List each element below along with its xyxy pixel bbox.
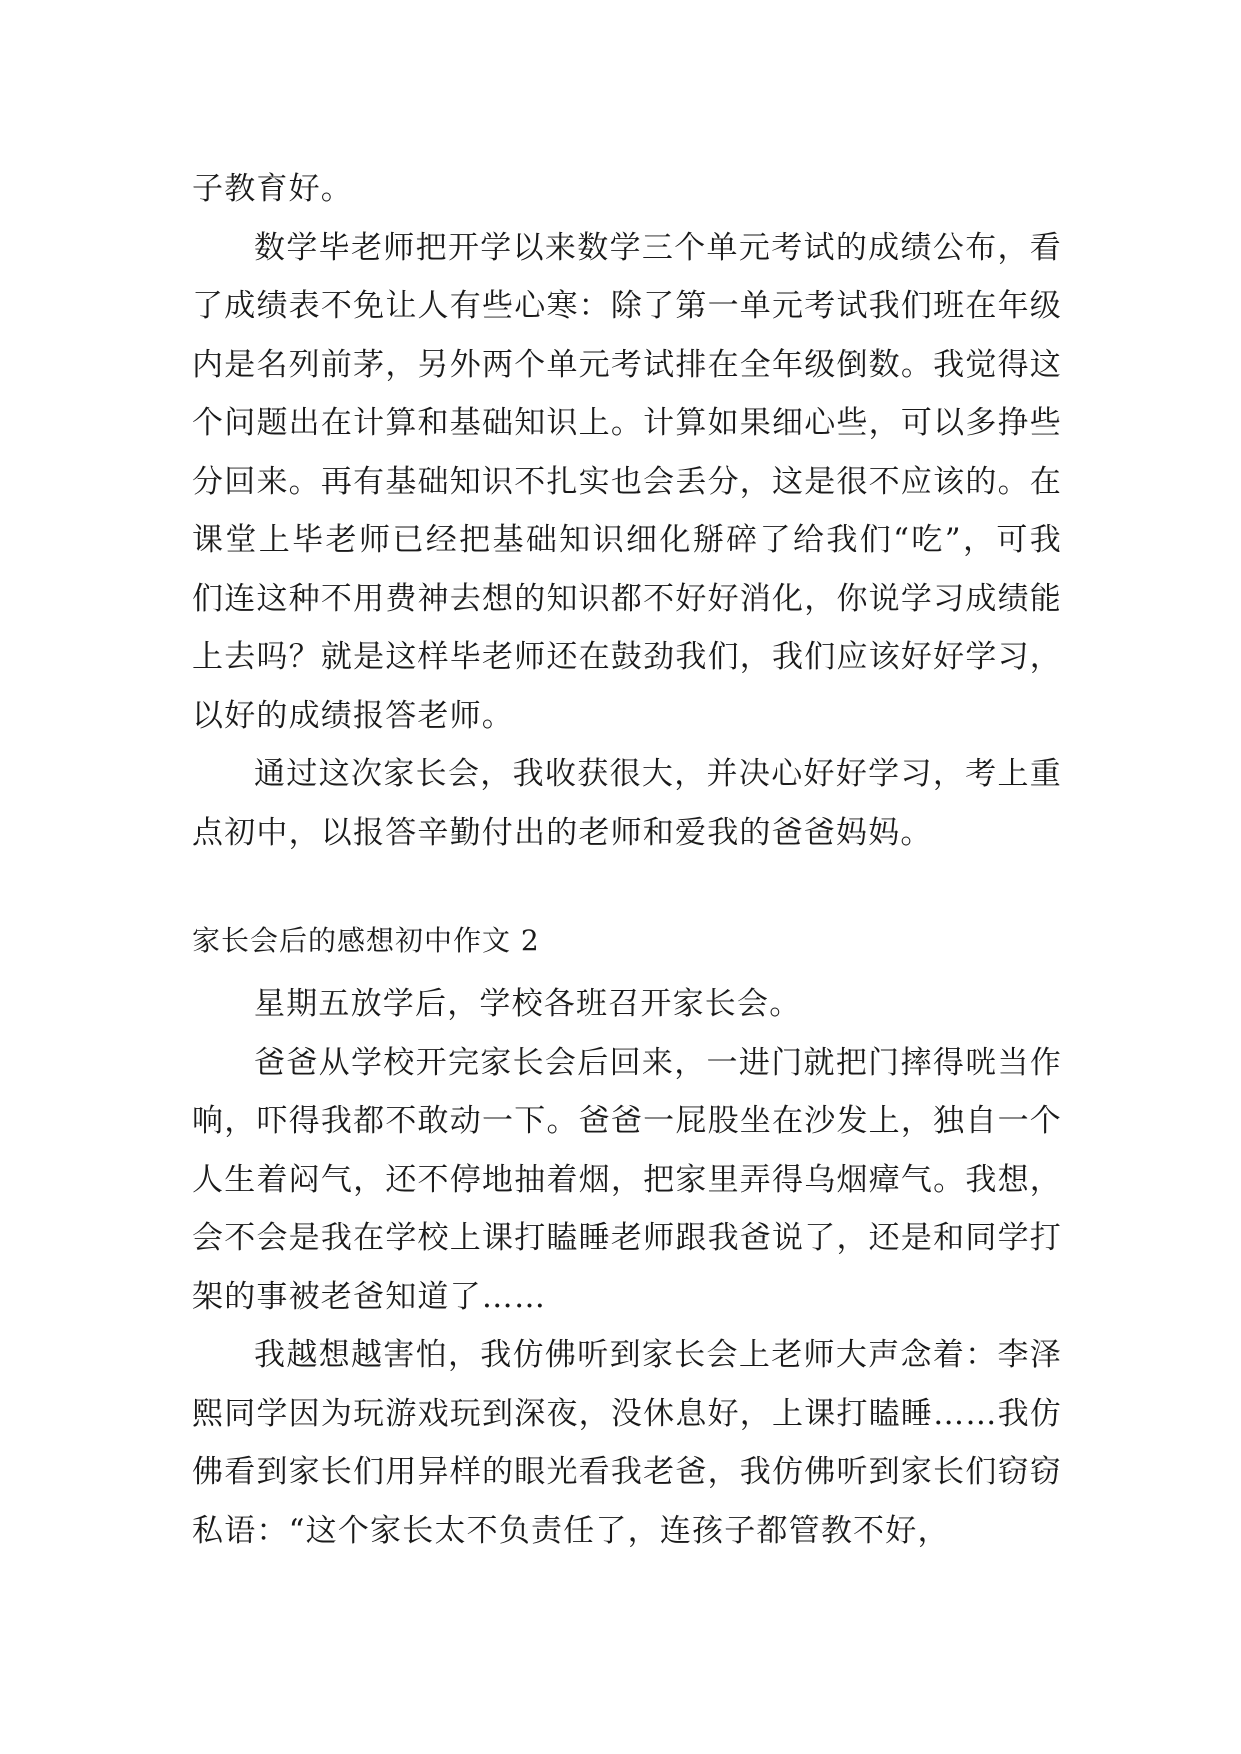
paragraph-conclusion: 通过这次家长会，我收获很大，并决心好好学习，考上重点初中，以报答辛勤付出的老师和爱我的爸爸妈妈。: [192, 756, 1062, 851]
section-title: 家长会后的感想初中作文 2: [192, 924, 540, 957]
paragraph-worry: 我越想越害怕，我仿佛听到家长会上老师大声念着：李泽熙同学因为玩游戏玩到深夜，没休息好，上课打瞌睡……我仿佛看到家长们用异样的眼光看我老爸，我仿佛听到家长们窃窃私语：“这个家长太不负责任了，连孩子都管教不好，: [192, 1337, 1062, 1549]
bottom-text-block: [192, 975, 1062, 1560]
paragraph-friday: 星期五放学后，学校各班召开家长会。: [254, 986, 802, 1022]
paragraph-continuation: 子教育好。: [192, 171, 353, 207]
paragraph-math-scores: 数学毕老师把开学以来数学三个单元考试的成绩公布，看了成绩表不免让人有些心寒：除了第一单元考试我们班在年级内是名列前茅，另外两个单元考试排在全年级倒数。我觉得这个问题出在计算和基础知识上。计算如果细心些，可以多挣些分回来。再有基础知识不扎实也会丢分，这是很不应该的。在课堂上毕老师已经把基础知识细化掰碎了给我们“吃”，可我们连这种不用费神去想的知识都不好好消化，你说学习成绩能上去吗？就是这样毕老师还在鼓劲我们，我们应该好好学习，以好的成绩报答老师。: [192, 229, 1062, 734]
top-text-block: [192, 160, 1062, 862]
paragraph-dad-returns: 爸爸从学校开完家长会后回来，一进门就把门摔得咣当作响，吓得我都不敢动一下。爸爸一屁股坐在沙发上，独自一个人生着闷气，还不停地抽着烟，把家里弄得乌烟瘴气。我想，会不会是我在学校上课打瞌睡老师跟我爸说了，还是和同学打架的事被老爸知道了……: [192, 1044, 1062, 1315]
